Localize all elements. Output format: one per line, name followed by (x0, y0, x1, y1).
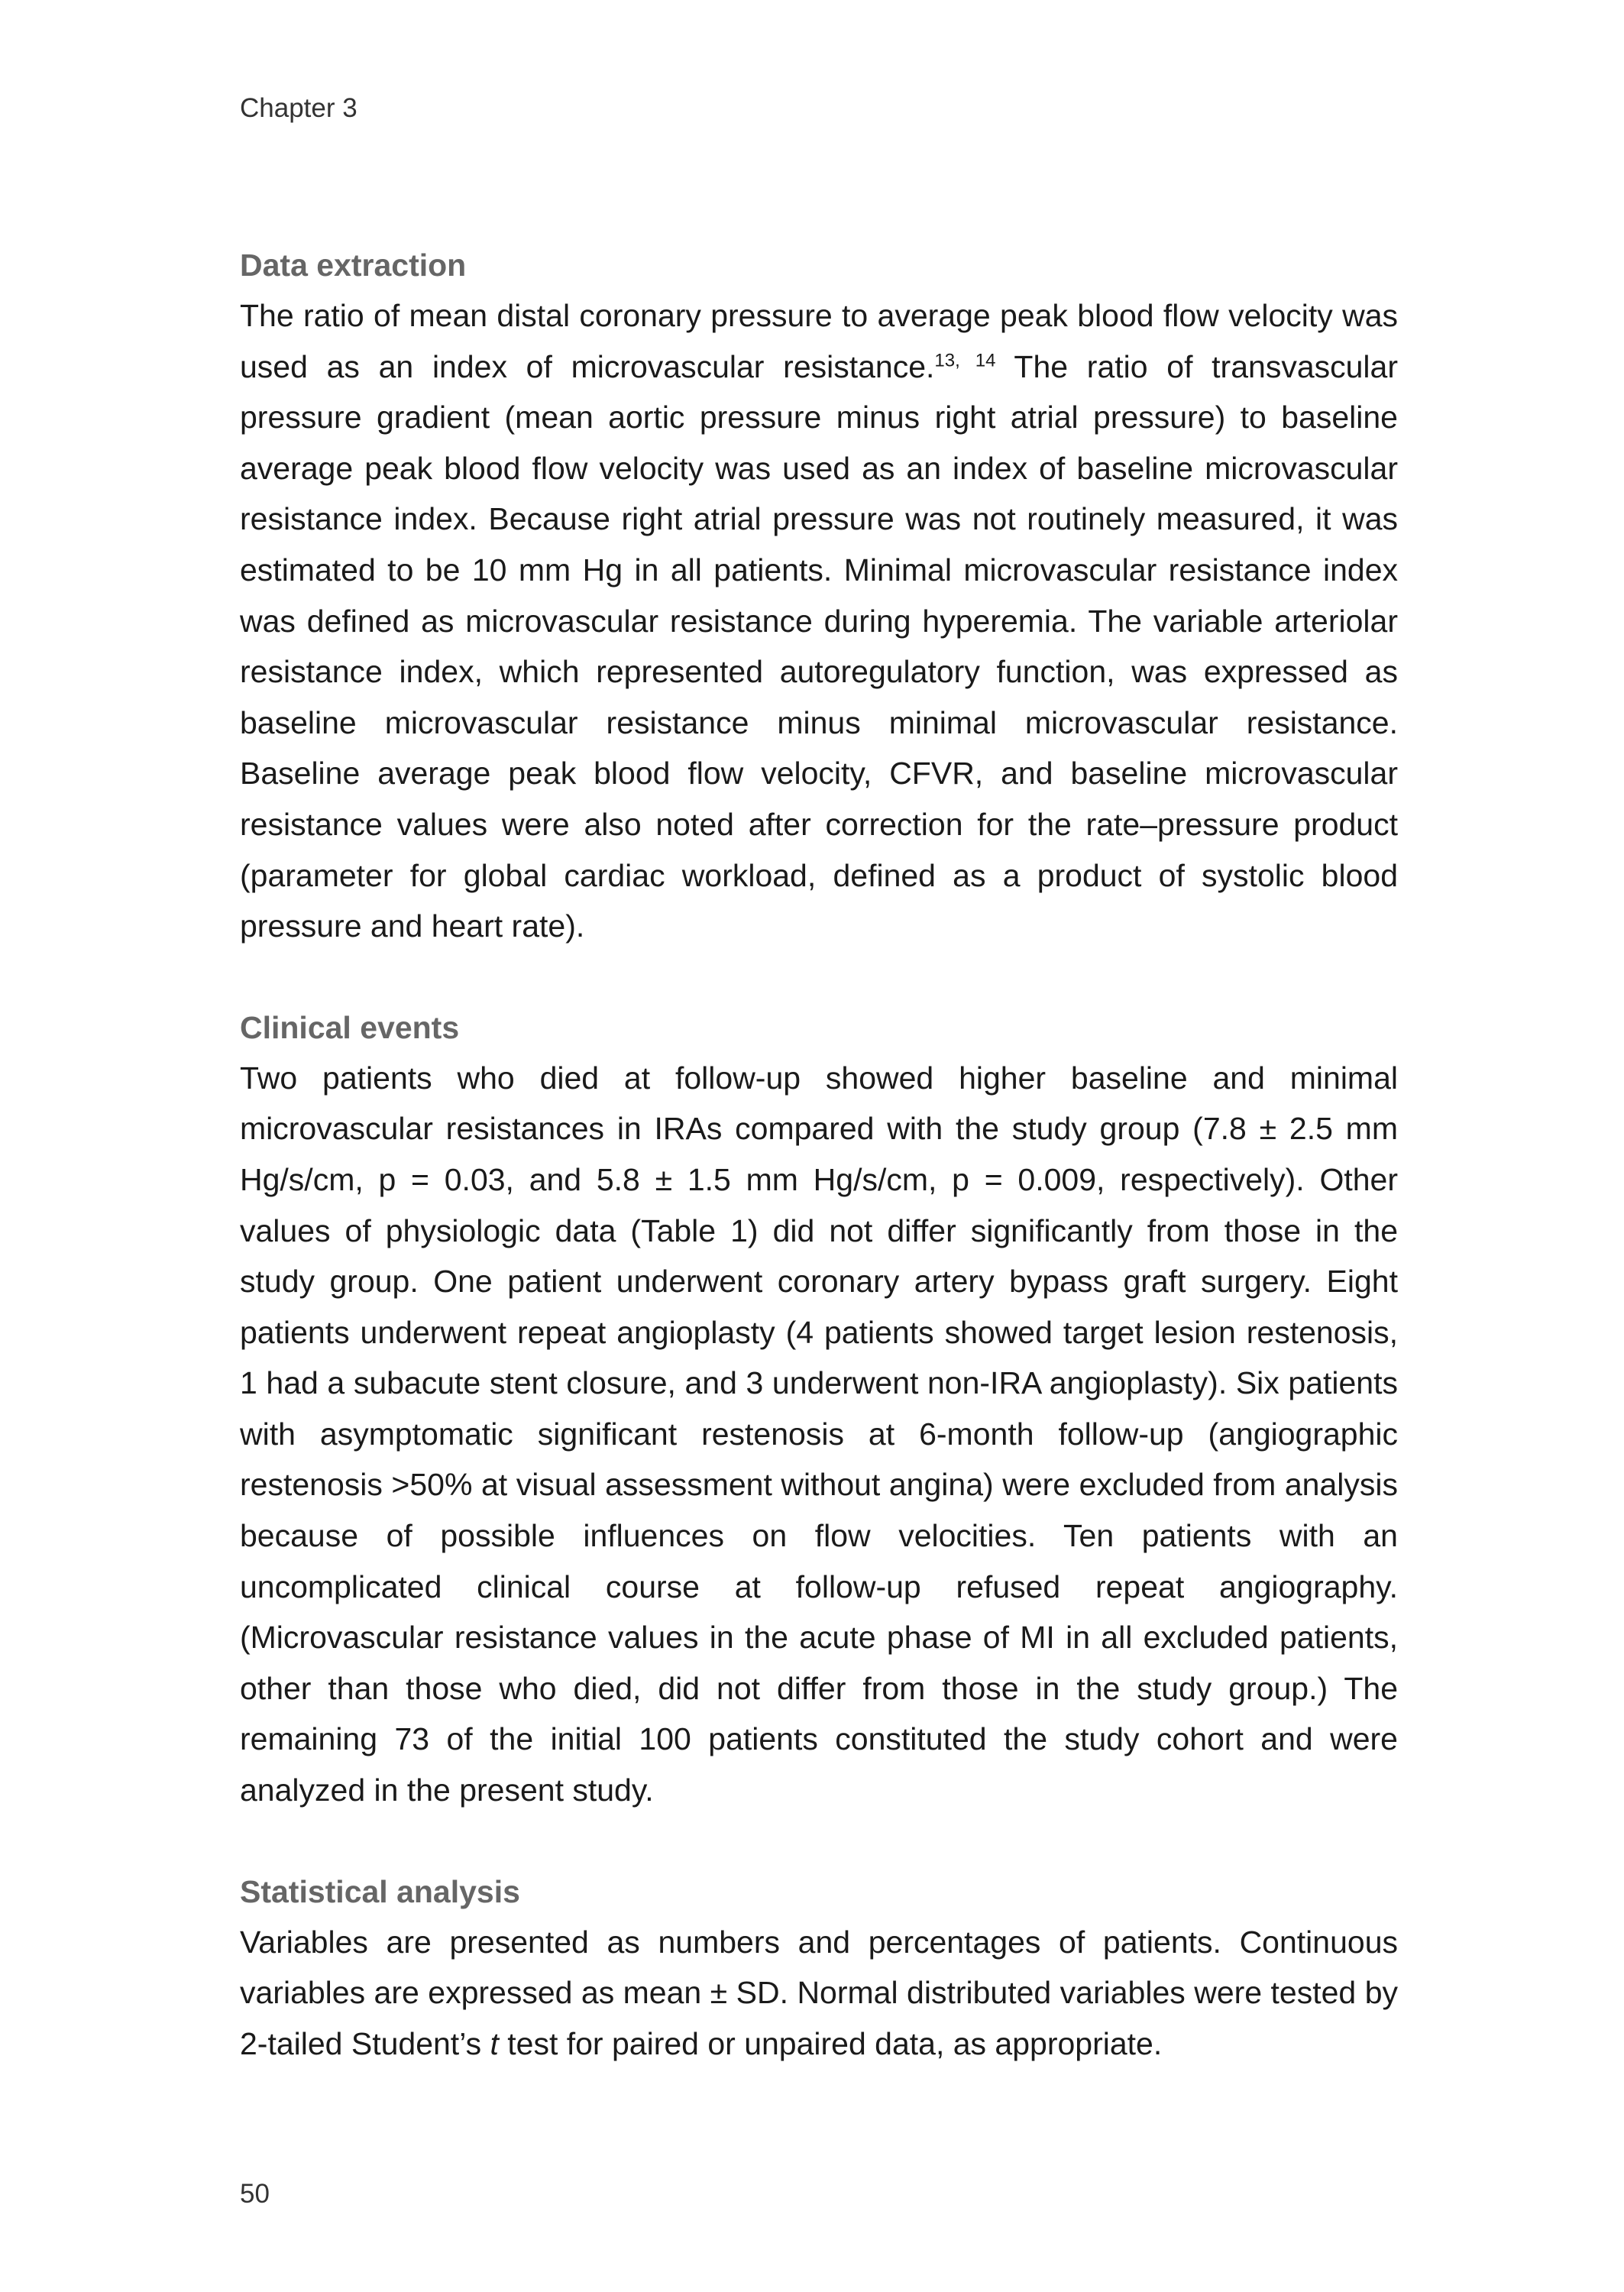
section-heading-data-extraction: Data extraction (240, 248, 467, 283)
page-number: 50 (240, 2179, 270, 2209)
paragraph-text: Variables are presented as numbers and percentages of patients. Continuous variables are expressed as mean ± SD. Normal distributed variables were tested by 2-tailed Student’s (240, 1924, 1398, 2061)
running-head: Chapter 3 (240, 93, 357, 123)
body-text (240, 240, 1398, 2069)
paragraph-statistical-analysis (240, 1917, 1398, 2070)
paragraph-text: test for paired or unpaired data, as appropriate. (498, 2025, 1163, 2061)
section-heading-clinical-events: Clinical events (240, 1009, 460, 1045)
paragraph-text: The ratio of mean distal coronary pressure to average peak blood flow velocity was used as an index of microvascular resistance. (240, 298, 1398, 384)
paragraph-data-extraction (240, 290, 1398, 952)
section-gap (240, 952, 1398, 1002)
section-heading-statistical-analysis: Statistical analysis (240, 1873, 520, 1909)
reference-superscript: 13, 14 (934, 349, 996, 371)
section-gap (240, 1816, 1398, 1866)
italic-term: t (490, 2025, 499, 2061)
paragraph-text: The ratio of transvascular pressure gradient (mean aortic pressure minus right atrial pressure) to baseline average peak blood flow velocity was used as an index of baseline microvascular resistance index. Because right atrial pressure was not routinely measured, it was estimated to be 10 mm Hg in all patients. Minimal microvascular resistance index was defined as microvascular resistance during hyperemia. The variable arteriolar resistance index, which represented autoregulatory function, was expressed as baseline microvascular resistance minus minimal microvascular resistance. Baseline average peak blood flow velocity, CFVR, and baseline microvascular resistance values were also noted after correction for the rate–pressure product (parameter for global cardiac workload, defined as a product of systolic blood pressure and heart rate). (240, 348, 1398, 944)
paragraph-clinical-events: Two patients who died at follow-up showed higher baseline and minimal microvascular resistances in IRAs compared with the study group (7.8 ± 2.5 mm Hg/s/cm, p = 0.03, and 5.8 ± 1.5 mm Hg/s/cm, p = 0.009, respectively). Other values of physiologic data (Table 1) did not differ significantly from those in the study group. One patient underwent coronary artery bypass graft surgery. Eight patients underwent repeat angioplasty (4 patients showed target lesion restenosis, 1 had a subacute stent closure, and 3 underwent non-IRA angioplasty). Six patients with asymptomatic significant restenosis at 6-month follow-up (angiographic restenosis >50% at visual assessment without angina) were excluded from analysis because of possible influences on flow velocities. Ten patients with an uncomplicated clinical course at follow-up refused repeat angiography. (Microvascular resistance values in the acute phase of MI in all excluded patients, other than those who died, did not differ from those in the study group.) The remaining 73 of the initial 100 patients constituted the study cohort and were analyzed in the present study. (240, 1060, 1398, 1808)
